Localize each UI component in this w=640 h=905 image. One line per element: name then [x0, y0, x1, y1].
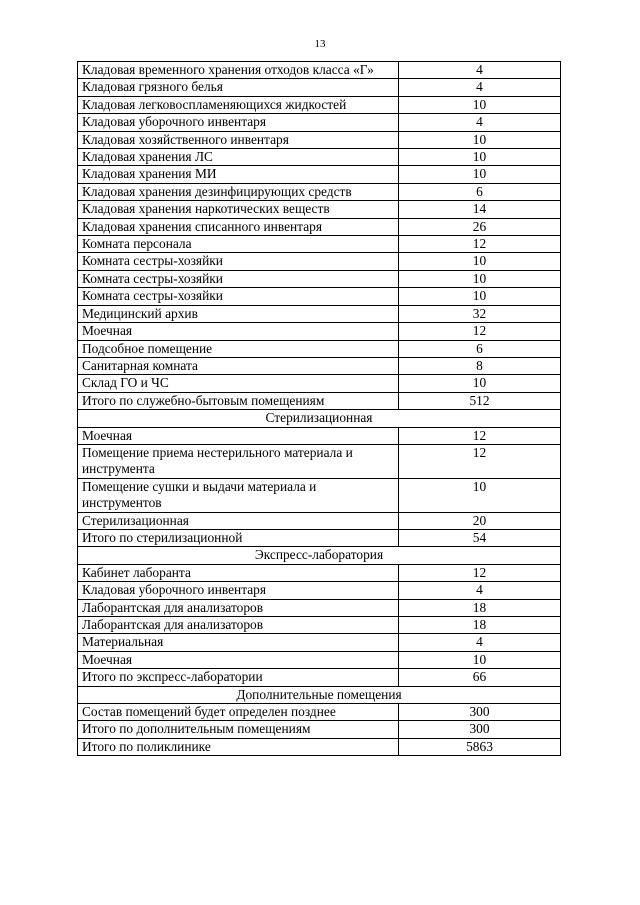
room-name-cell: Лаборантская для анализаторов [78, 617, 399, 634]
room-area-cell: 54 [399, 529, 561, 546]
room-name-cell: Комната сестры-хозяйки [78, 270, 399, 287]
room-area-cell: 10 [399, 651, 561, 668]
room-area-cell: 4 [399, 114, 561, 131]
table-row [78, 201, 561, 218]
room-name-cell: Моечная [78, 651, 399, 668]
room-area-cell: 14 [399, 201, 561, 218]
room-area-cell: 10 [399, 131, 561, 148]
table-row [78, 704, 561, 721]
room-name-cell: Комната сестры-хозяйки [78, 253, 399, 270]
room-name-cell: Моечная [78, 323, 399, 340]
room-name-cell: Кладовая хранения списанного инвентаря [78, 218, 399, 235]
room-area-cell: 8 [399, 357, 561, 374]
table-row [78, 564, 561, 581]
room-area-cell: 10 [399, 375, 561, 392]
table-row [78, 529, 561, 546]
page-number: 13 [314, 38, 326, 50]
room-area-cell: 26 [399, 218, 561, 235]
room-area-cell: 12 [399, 236, 561, 253]
room-area-cell: 18 [399, 599, 561, 616]
room-area-cell: 10 [399, 253, 561, 270]
table-row [78, 131, 561, 148]
room-area-cell: 10 [399, 149, 561, 166]
table-row [78, 236, 561, 253]
room-name-cell: Стерилизационная [78, 512, 399, 529]
room-name-cell: Кабинет лаборанта [78, 564, 399, 581]
room-name-cell: Подсобное помещение [78, 340, 399, 357]
room-area-cell: 12 [399, 564, 561, 581]
room-name-cell: Лаборантская для анализаторов [78, 599, 399, 616]
table-row [78, 340, 561, 357]
room-area-cell: 66 [399, 669, 561, 686]
table-row [78, 357, 561, 374]
room-name-cell: Кладовая грязного белья [78, 79, 399, 96]
section-title: Экспресс-лаборатория [78, 547, 561, 564]
rooms-table [77, 61, 561, 756]
section-header-row [78, 410, 561, 427]
room-area-cell: 6 [399, 340, 561, 357]
room-name-cell: Кладовая временного хранения отходов класса «Г» [78, 62, 399, 79]
table-row [78, 599, 561, 616]
room-area-cell: 18 [399, 617, 561, 634]
room-area-cell: 4 [399, 79, 561, 96]
room-area-cell: 300 [399, 704, 561, 721]
table-row [78, 721, 561, 738]
table-row [78, 478, 561, 512]
room-name-cell: Кладовая хранения наркотических веществ [78, 201, 399, 218]
room-area-cell: 300 [399, 721, 561, 738]
table-row [78, 149, 561, 166]
room-name-cell: Итого по стерилизационной [78, 529, 399, 546]
table-row [78, 218, 561, 235]
table-row [78, 288, 561, 305]
room-name-cell: Материальная [78, 634, 399, 651]
section-header-row [78, 686, 561, 703]
room-name-cell: Санитарная комната [78, 357, 399, 374]
table-row [78, 651, 561, 668]
room-area-cell: 32 [399, 305, 561, 322]
room-name-cell: Медицинский архив [78, 305, 399, 322]
room-area-cell: 12 [399, 427, 561, 444]
room-name-cell: Состав помещений будет определен позднее [78, 704, 399, 721]
table-row [78, 392, 561, 409]
room-area-cell: 512 [399, 392, 561, 409]
table-row [78, 738, 561, 755]
room-area-cell: 10 [399, 270, 561, 287]
room-name-cell: Склад ГО и ЧС [78, 375, 399, 392]
room-name-cell: Итого по экспресс-лаборатории [78, 669, 399, 686]
table-row [78, 305, 561, 322]
room-area-cell: 20 [399, 512, 561, 529]
room-name-cell: Кладовая уборочного инвентаря [78, 114, 399, 131]
room-area-cell: 4 [399, 634, 561, 651]
room-area-cell: 10 [399, 166, 561, 183]
table-row [78, 183, 561, 200]
table-row [78, 253, 561, 270]
table-row [78, 166, 561, 183]
room-area-cell: 4 [399, 582, 561, 599]
room-area-cell: 12 [399, 444, 561, 478]
room-area-cell: 10 [399, 288, 561, 305]
room-area-cell: 12 [399, 323, 561, 340]
room-name-cell: Кладовая уборочного инвентаря [78, 582, 399, 599]
rooms-table-body [78, 62, 561, 756]
section-title: Дополнительные помещения [78, 686, 561, 703]
room-name-cell: Помещение приема нестерильного материала и инструмента [78, 444, 399, 478]
room-name-cell: Итого по поликлинике [78, 738, 399, 755]
table-row [78, 114, 561, 131]
room-area-cell: 10 [399, 478, 561, 512]
table-row [78, 617, 561, 634]
table-row [78, 96, 561, 113]
room-name-cell: Моечная [78, 427, 399, 444]
table-row [78, 323, 561, 340]
room-name-cell: Комната сестры-хозяйки [78, 288, 399, 305]
table-row [78, 512, 561, 529]
room-name-cell: Кладовая хозяйственного инвентаря [78, 131, 399, 148]
room-area-cell: 4 [399, 62, 561, 79]
table-row [78, 375, 561, 392]
table-row [78, 79, 561, 96]
room-name-cell: Итого по служебно-бытовым помещениям [78, 392, 399, 409]
table-row [78, 444, 561, 478]
room-area-cell: 10 [399, 96, 561, 113]
table-row [78, 427, 561, 444]
room-name-cell: Помещение сушки и выдачи материала и инструментов [78, 478, 399, 512]
room-name-cell: Кладовая хранения дезинфицирующих средств [78, 183, 399, 200]
room-name-cell: Итого по дополнительным помещениям [78, 721, 399, 738]
room-name-cell: Кладовая хранения ЛС [78, 149, 399, 166]
room-area-cell: 6 [399, 183, 561, 200]
room-name-cell: Кладовая хранения МИ [78, 166, 399, 183]
section-header-row [78, 547, 561, 564]
table-row [78, 669, 561, 686]
section-title: Стерилизационная [78, 410, 561, 427]
room-area-cell: 5863 [399, 738, 561, 755]
room-name-cell: Кладовая легковоспламеняющихся жидкостей [78, 96, 399, 113]
table-row [78, 582, 561, 599]
room-name-cell: Комната персонала [78, 236, 399, 253]
table-row [78, 634, 561, 651]
table-row [78, 62, 561, 79]
table-row [78, 270, 561, 287]
